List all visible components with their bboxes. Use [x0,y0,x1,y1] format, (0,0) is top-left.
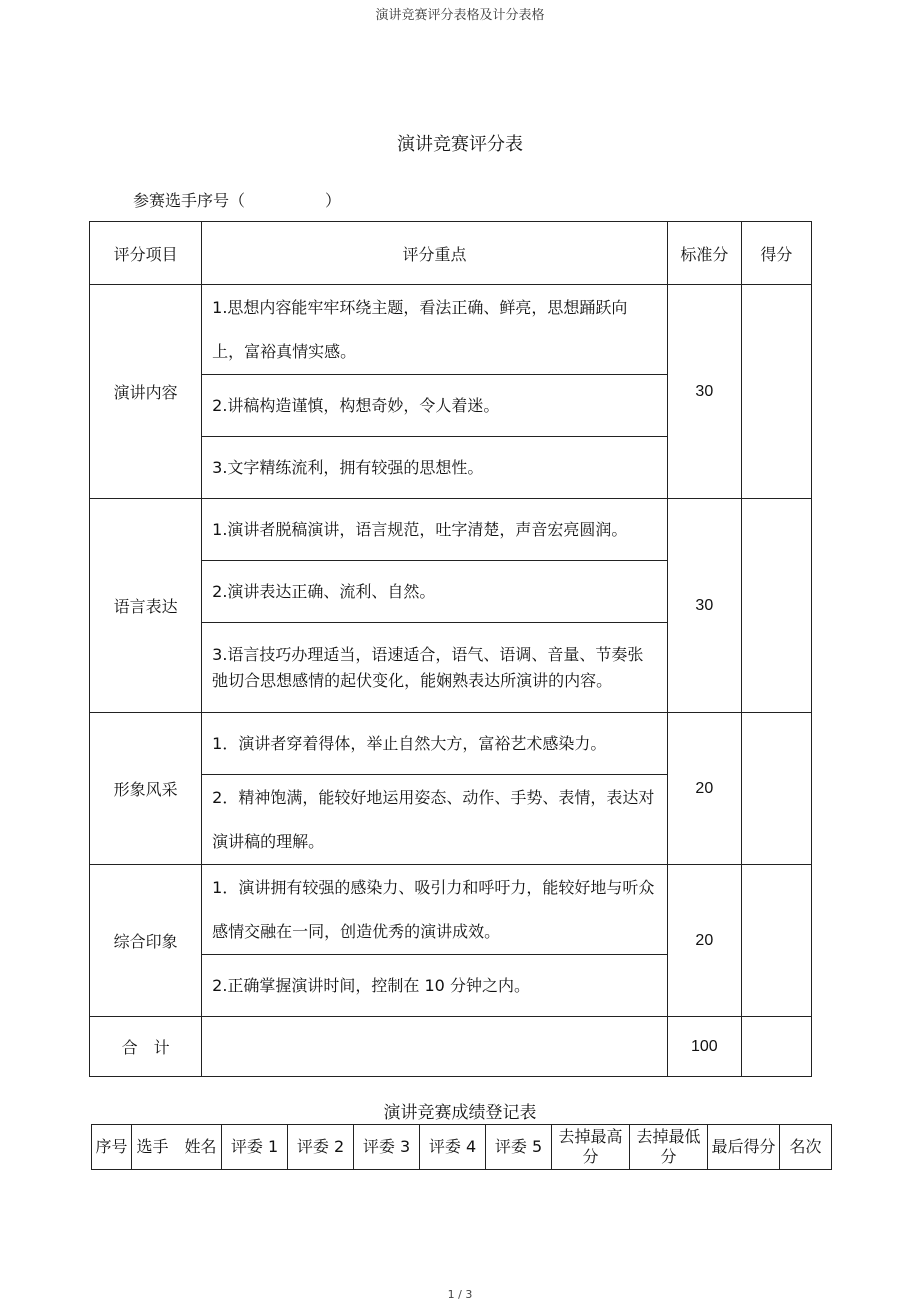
document-title: 演讲竞赛评分表 [397,134,523,155]
point-text: 2.正确掌握演讲时间，控制在 10 分钟之内。 [202,955,668,1017]
section-score-cell[interactable] [741,285,811,499]
header-standard: 标准分 [667,222,741,285]
point-text: 1．演讲者穿着得体，举止自然大方，富裕艺术感染力。 [202,713,668,775]
table-row [90,713,812,775]
header-points: 评分重点 [202,222,668,285]
point-text: 2．精神饱满，能较好地运用姿态、动作、手势、表情，表达对演讲稿的理解。 [202,775,668,865]
section-item-appearance: 形象风采 [90,713,202,865]
total-row [90,1017,812,1077]
total-points-cell [202,1017,668,1077]
section-standard: 20 [667,865,741,1017]
section-score-cell[interactable] [741,713,811,865]
table-row [90,285,812,375]
section-item-language: 语言表达 [90,499,202,713]
reg-header-judge-5: 评委 5 [486,1125,552,1170]
contestant-number-line [133,188,341,211]
point-text: 3.语言技巧办理适当，语速适合，语气、语调、音量、节奏张弛切合思想感情的起伏变化，能娴熟表达所演讲的内容。 [202,623,668,713]
reg-header-number: 序号 [92,1125,132,1170]
page-number: 1 / 3 [447,1288,473,1301]
header-score: 得分 [741,222,811,285]
section-score-cell[interactable] [741,499,811,713]
registration-title: 演讲竞赛成绩登记表 [383,1103,537,1123]
reg-header-judge-2: 评委 2 [288,1125,354,1170]
point-text: 2.讲稿构造谨慎，构想奇妙，令人着迷。 [202,375,668,437]
contestant-number-close: ） [325,191,342,210]
reg-header-judge-3: 评委 3 [354,1125,420,1170]
scoring-table-header-row [90,222,812,285]
point-text: 2.演讲表达正确、流利、自然。 [202,561,668,623]
section-standard: 20 [667,713,741,865]
total-score-cell[interactable] [741,1017,811,1077]
registration-header-row [92,1125,832,1170]
table-row [90,865,812,955]
reg-header-judge-1: 评委 1 [222,1125,288,1170]
reg-header-drop-lowest: 去掉最低分 [630,1125,708,1170]
registration-table [91,1124,832,1170]
point-text: 1.演讲者脱稿演讲，语言规范，吐字清楚，声音宏亮圆润。 [202,499,668,561]
section-score-cell[interactable] [741,865,811,1017]
section-standard: 30 [667,499,741,713]
header-item: 评分项目 [90,222,202,285]
point-text: 3.文字精练流利，拥有较强的思想性。 [202,437,668,499]
total-standard: 100 [667,1017,741,1077]
point-text: 1．演讲拥有较强的感染力、吸引力和呼吁力，能较好地与听众感情交融在一同，创造优秀的演讲成效。 [202,865,668,955]
section-item-content: 演讲内容 [90,285,202,499]
reg-header-judge-4: 评委 4 [420,1125,486,1170]
scoring-table [89,221,812,1077]
reg-header-name: 选手 姓名 [132,1125,222,1170]
page-header-title: 演讲竞赛评分表格及计分表格 [375,8,545,23]
section-standard: 30 [667,285,741,499]
section-item-overall: 综合印象 [90,865,202,1017]
contestant-number-label: 参赛选手序号（ [133,191,246,210]
total-label: 合 计 [90,1017,202,1077]
table-row [90,499,812,561]
point-text: 1.思想内容能牢牢环绕主题，看法正确、鲜亮，思想踊跃向上，富裕真情实感。 [202,285,668,375]
reg-header-final-score: 最后得分 [708,1125,780,1170]
reg-header-drop-highest: 去掉最高分 [552,1125,630,1170]
reg-header-rank: 名次 [780,1125,832,1170]
